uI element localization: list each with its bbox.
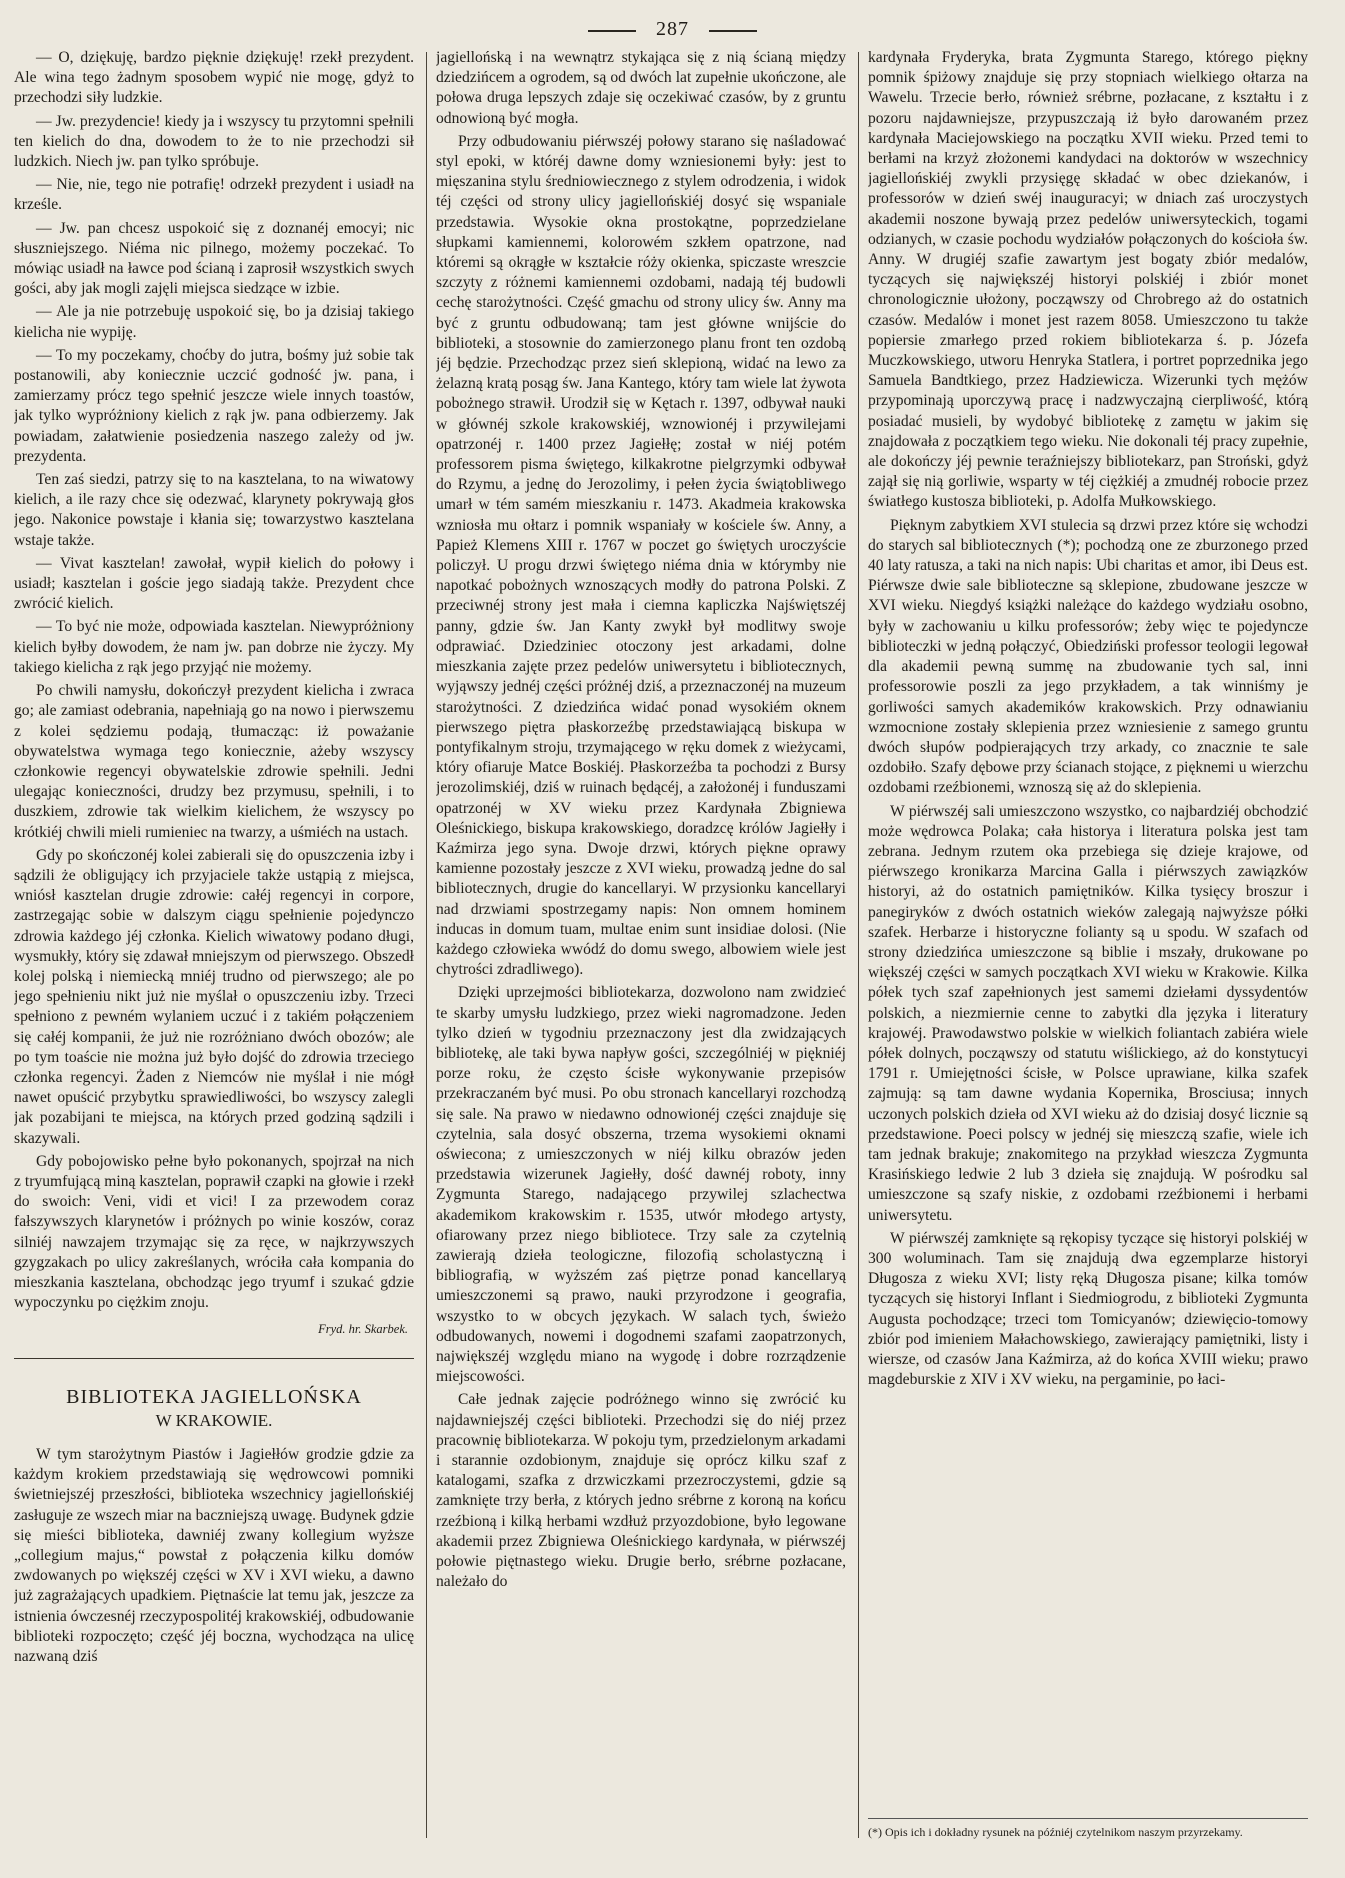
author-signature: Fryd. hr. Skarbek.: [318, 1322, 408, 1337]
paragraph: jagiellońską i na wewnątrz stykająca się z nią ścianą między dziedzińcem a ogrodem, są od dwóch lat zupełnie ukończone, ale połowa druga lepszych zdaje się oczekiwać czasów, by z gruntu odnowioną być mogła.: [436, 49, 846, 127]
paragraph: Przy odbudowaniu piérwszéj połowy starano się naśladować styl epoki, w któréj dawne domy wzniesionemi były: jest to mięszanina stylu średniowiecznego z stylem odrodzenia, i widok téj części od strony ulicy jagiellońskiéj dosyć się wspaniale przedstawia. Wysokie okna prostokątne, poprzedzielane słupkami kamiennemi, kolorowém szkłem opatrzone, nad któremi są okrągłe w kształcie róży okienka, spiczaste wreszcie szczyty z różnemi kamiennemi ozdobami, nadają téj budowli cechę starożytności. Część gmachu od strony ulicy św. Anny ma być z gruntu odbudowaną; tam jest główne wnijście do biblioteki, a stosownie do zamierzonego planu front ten ozdobą jéj będzie. Przechodząc przez sień sklepioną, widać na lewo za żelazną kratą posąg św. Jana Kantego, który tam wiele lat żywota pobożnego strawił. Urodził się w Kętach r. 1397, odbywał nauki w głównéj szkole krakowskiéj, wznowionéj i przywilejami opatrzonéj r. 1400 przez Jagiełłę; został w niéj potém professorem pisma świętego, kilkakrotne pielgrzymki odbywał do Rzymu, a jednę do Jerozolimy, i pełen życia świątobliwego umarł w tém samém mieszkaniu r. 1473. Akadmeia krakowska wzniosła mu ołtarz i pomnik wspaniały w kościele św. Anny, a Papież Klemens XIII r. 1767 w poczet go świętych uroczyście policzył. U progu drzwi świętego niéma dnia w którymby nie napotkać pobożnych wznoszących modły do patrona Polski. Z przeciwnéj strony jest mała i ciemna kapliczka Najświętszéj panny, gdzie św. Jan Kanty zwykł był modlitwy swoje odprawiać. Dziedziniec otoczony jest arkadami, dolne mieszkania zajęte przez pedelów uniwersytetu i bibliotecznych, wyjąwszy jednéj części próżnéj dziś, a przeznaczonéj na muzeum starożytności. Z dziedzińca widać ponad wysokiém oknem pierwszego piętra płaskorzeźbę przedstawiającą biskupa w pontyfikalnym stroju, trzymającego w ręku domek z wieżycami, który ofiaruje Matce Boskiéj. Płaskorzeźba ta pochodzi z Bursy jerozolimskiéj, dziś w ruinach będącéj, a założonéj i funduszami opatrzonéj w XV wieku przez Kardynała Zbigniewa Oleśnickiego, biskupa krakowskiego, doradzcę królów Jagiełły i Kaźmirza jego syna. Dwoje drzwi, których piękne oprawy kamienne pozostały jeszcze z XVI wieku, prowadzą jedne do sal bibliotecznych, drugie do kancellaryi. W przysionku kancellaryi nad drzwiami spostrzegamy napis: Non omnem hominem inducas in domum tuam, multae enim sunt insidiae dolosi. (Nie każdego człowieka wwódź do domu swego, albowiem wiele jest chytrości zdradliwego).: [436, 132, 846, 979]
column-3: [868, 48, 1308, 1844]
paragraph: — To być nie może, odpowiada kasztelan. Niewypróżniony kielich byłby dowodem, że nam jw. pan dobrze nie życzy. My takiego kielicha z rąk jego przyjąć nie możemy.: [14, 618, 414, 676]
paragraph: Pięknym zabytkiem XVI stulecia są drzwi przez które się wchodzi do starych sal bibliotecznych (*); pochodzą one ze zburzonego przed 40 laty ratusza, a taki na nich napis: Ubi charitas et amor, ibi Deus est. Piérwsze dwie sale biblioteczne są sklepione, zbudowane jeszcze w XVI wieku. Niegdyś książki należące do każdego wydziału osobno, były w zachowaniu u kilku professorów; żeby więc te pojedyncze biblioteczki w jedną połączyć, Obiedziński professor teologii legował dla akademii pewną summę na zbudowanie tych sal, inni professorowie poszli za jego przykładem, a tak winniśmy je gorliwości samych akademików krakowskich. Przy odnawianiu wzmocnione zostały sklepienia przez wzniesienie z samego gruntu dwóch słupów podpierających trzy arkady, co znacznie te sale ozdobiło. Szafy dębowe przy ścianach stojące, z pięknemi u wierzchu ozdobami rzeźbionemi, wznoszą się aż do sklepienia.: [868, 516, 1308, 797]
article-title: BIBLIOTEKA JAGIELLOŃSKA: [66, 1385, 362, 1408]
paragraph: Ten zaś siedzi, patrzy się to na kasztelana, to na wiwatowy kielich, a ile razy chce się odezwać, klarynety pokrywają głos jego. Nakonice powstaje i kłania się; towarzystwo kasztelana wstaje także.: [14, 471, 414, 549]
paragraph: — Jw. pan chcesz uspokoić się z doznanéj emocyi; nic słuszniejszego. Niéma nic pilnego, możemy poczekać. To mówiąc usiadł na ławce pod ścianą i zaprosił wszystkich swych gości, aby jak mogli zajęli miejsca siedzące w izbie.: [14, 219, 414, 298]
article-subtitle: W KRAKOWIE.: [155, 1410, 273, 1430]
paragraph: kardynała Fryderyka, brata Zygmunta Starego, którego piękny pomnik śpiżowy znajduje się przy stopniach wielkiego ołtarza na Wawelu. Trzecie berło, również srébrne, pozłacane, z kształtu i z pozoru najdawniejsze, przypuszczają iż było darowaném przez kardynała Maciejowskiego na początku XVII wieku. Przed temi to berłami na krzyż złożonemi kandydaci na doktorów w wszechnicy jagiellońskiéj zwykli przysięgę składać w obec dziekanów, i professorów w dzień swéj inauguracyi; w dniach zaś uroczystych akademii noszone bywają przez pedelów uniwersyteckich, togami odzianych, w czasie pochodu wydziałów połączonych do kościoła św. Anny. W drugiéj szafie zawartym jest bogaty zbiór medalów, tyczących się największéj historyi polskiéj i zbiór monet chronologicznie ułożony, począwszy od Chrobrego aż do ostatnich czasów. Medalów i monet jest razem 8058. Umieszczono tu także popiersie zmarłego przed rokiem bibliotekarza ś. p. Józefa Muczkowskiego, utworu Henryka Statlera, i portret poprzednika jego Samuela Bandtkiego, przez Hadziewicza. Wizerunki tych mężów przypominają uporczywą pracę i nadzwyczajną cierpliwość, którą posiadać musieli, by wydobyć bibliotekę z zamętu w jakim się znajdowała z początkiem tego wieku. Nie dokonali téj pracy zupełnie, ale dokończy jéj pewnie teraźniejszy bibliotekarz, pan Stroński, gdyż zajął się nią gorliwie, wsparty w téj ciężkiéj a zmudnéj robocie przez światłego kustosza biblioteki, p. Adolfa Mułkowskiego.: [868, 49, 1308, 511]
column-divider-2: [858, 52, 859, 1838]
column-2: [436, 48, 846, 1844]
paragraph: — Ale ja nie potrzebuję uspokoić się, bo ja dzisiaj takiego kielicha nie wypiję.: [14, 303, 414, 341]
paragraph: Gdy po skończonéj kolei zabierali się do opuszczenia izby i sądzili że obligujący ich przyjaciele także ustąpią z miejsca, wniósł kasztelan drugie zdrowie: całéj regencyi in corpore, zastrzegając sobie w dalszym ciągu spełnienie pojedynczo zdrowia każdego jéj członka. Kielich wiwatowy podano długi, wysmukły, który się zdawał mniejszym od pierwszego. Obszedł kolej polską i niemiecką mniéj trudno od pierwszego; ale po jego spełnieniu nikt już nie myślał o opuszczeniu izby. Trzeci spełniono z pewném wylaniem uczuć i z takiém połączeniem się całéj kompanii, że już nie rozróżniano dwóch obozów; ale po tym toaście nie można już było dojść do zdrowia trzeciego członka regencyi. Żaden z Niemców nie myślał i nie mógł nawet opuścić przybytku sprawiedliwości, bo wszyscy zalegli jak pozabijani te miejsca, na których przed godziną sądzili i skazywali.: [14, 846, 414, 1147]
paragraph: W piérwszéj sali umieszczono wszystko, co najbardziéj obchodzić może wędrowca Polaka; cała historya i literatura polska jest tam zebrana. Jednym rzutem oka przebiega się dzieje krajowe, od piérwszego kronikarza Marcina Galla i piérwszych zawiązków historyi, aż do ostatnich pamiętników. Kilka tysięcy broszur i panegiryków z dwóch ostatnich wieków zalegają najwyższe półki szafek. Herbarze i historyczne folianty są u spodu. W szafach od strony dziedzińca umieszczone są biblie i mszały, drukowane po większéj części w samych początkach XVI wieku w Krakowie. Kilka półek tych szaf zapełnionych jest samemi dziełami dyssydentów polskich, a niezmiernie cenne to zabytki dla języka i literatury krajowéj. Prawodawstwo polskie w wielkich foliantach zabiéra wiele półek dolnych, począwszy od statutu wiślickiego, aż do konstytucyi 1791 r. Umiejętności ścisłe, w Polsce uprawiane, kilka szafek zajmują: są tam dawne wydania Kopernika, Brosciusa; innych uczonych polskich dzieła od XVI wieku aż do dzisiaj dosyć licznie są przedstawione. Poeci polscy w jednéj się mieszczą szafie, wiele ich tam jednak brakuje; znakomitego na przykład wieszcza Zygmunta Krasińskiego ledwie 2 lub 3 dzieła się znajdują. W pośrodku sal umieszczone są szafy niskie, z ozdobami rzeźbionemi i herbami uniwersytetu.: [868, 802, 1308, 1224]
paragraph: Dzięki uprzejmości bibliotekarza, dozwolono nam zwidzieć te skarby umysłu ludzkiego, przez wieki nagromadzone. Jeden tylko dzień w tygodniu przeznaczony jest dla zwidzających bibliotekę, ale taki bywa napływ gości, szczególniéj w piękniéj porze roku, że często ścisłe wykonywanie przepisów przekraczaném być musi. Po obu stronach kancellaryi rozchodzą się sale. Na prawo w niedawno odnowionéj części znajduje się czytelnia, sala dosyć obszerna, trzema wysokiemi oknami oświecona; z umieszczonych w niéj kilku obrazów jeden przedstawia wizerunek Jagiełły, dość dawnéj roboty, inny Zygmunta Starego, nadającego przywilej szlachectwa akademikom krakowskim r. 1535, utwór młodego artysty, ofiarowany przez niego bibliotece. Trzy sale za czytelnią zawierają dzieła teologiczne, filozofią scholastyczną i bibliografią, w wyższém zaś piętrze ponad kancellaryą umieszczonemi są prawo, nauki przyrodzone i geografia, wszystko to w obcych językach. W salach tych, świeżo odbudowanych, nowemi i dogodnemi szafami zaopatrzonych, największéj względu miano na wygodę i dobre rozrządzenie miejscowości.: [436, 984, 846, 1386]
paragraph: W tym starożytnym Piastów i Jagiełłów grodzie gdzie za każdym krokiem przedstawiają się wędrowcowi pomniki świetniejszéj przeszłości, biblioteka wszechnicy jagiellońskiéj zasługuje ze wszech miar na baczniejszą uwagę. Budynek gdzie się mieści biblioteka, dawniéj zwany kollegium wyższe „collegium majus,“ powstał z połączenia kilku domów zwdowanych po większéj części w XV i XVI wieku, a dawno już zagrażających upadkiem. Piętnaście lat temu jak, jeszcze za istnienia ówczesnéj rzeczypospolitéj krakowskiéj, odbudowanie biblioteki rozpoczęto; część jéj boczna, wychodząca na ulicę nazwaną dziś: [14, 1446, 414, 1666]
paragraph: Gdy pobojowisko pełne było pokonanych, spojrzał na nich z tryumfującą miną kasztelan, poprawił czapki na głowie i rzekł do swoich: Veni, vidi et vici! I za przewodem coraz fałszywszych klarynetów i próżnych po winie koszów, coraz silniéj nawzajem trzymając się za ręce, w najkrzywszych gzygzakach po ulicy zakreślanych, wróciła cała kompania do mieszkania kasztelana, obchodząc jego tryumf i szukać gdzie wypoczynku po ciężkim znoju.: [14, 1152, 414, 1312]
paragraph: — O, dziękuję, bardzo pięknie dziękuję! rzekł prezydent. Ale wina tego żadnym sposobem wypić nie mogę, gdyż to przechodzi siły ludzkie.: [14, 49, 414, 107]
page-header: [0, 18, 1345, 48]
section-rule: [14, 1358, 414, 1359]
paragraph: Całe jednak zajęcie podróżnego winno się zwrócić ku najdawniejszéj części biblioteki. Przechodzi się do niéj przez pracownię bibliotekarza. W pokoju tym, przedzielonym arkadami i starannie ozdobionym, znajduje się oprócz kilku szaf z katalogami, szafka z drzwiczkami przezroczystemi, gdzie są zamknięte trzy berła, z których jedno srébrne z koroną na końcu rzeźbioną i kilką herbami wzdłuż przyozdobione, było legowane akademii przez Zbigniewa Oleśnickiego kardynała, w piérwszéj połowie piętnastego wieku. Drugie berło, srébrne pozłacane, należało do: [436, 1391, 846, 1591]
header-rule-left: [588, 30, 636, 32]
paragraph: — To my poczekamy, choćby do jutra, bośmy już sobie tak postanowili, aby koniecznie uczcić godność jw. pana, i zamierzamy prócz tego spełnić jeszcze wiele innych toastów, jak tylko wypróżniony kielich z rąk jw. pana odbierzemy. Jak powiadam, załatwienie posiedzenia naszego zależy od jw. prezydenta.: [14, 346, 414, 465]
column-divider-1: [426, 52, 427, 1838]
paragraph: — Vivat kasztelan! zawołał, wypił kielich do połowy i usiadł; kasztelan i goście jego siadają także. Prezydent chce zwrócić kielich.: [14, 554, 414, 613]
paragraph: — Jw. prezydencie! kiedy ja i wszyscy tu przytomni spełnili ten kielich do dna, dowodem to że to nie przechodzi sił ludzkich. Niech jw. pan tylko spróbuje.: [14, 112, 414, 171]
header-rule-right: [709, 30, 757, 32]
page-number: 287: [656, 18, 689, 40]
paragraph: — Nie, nie, tego nie potrafię! odrzekł prezydent i usiadł na krześle.: [14, 176, 414, 214]
paragraph: Po chwili namysłu, dokończył prezydent kielicha i zwraca go; ale zamiast odebrania, napełniają go na nowo i pierwszemu z kolei sędziemu podają, tłumacząc: iż poważanie obywatelstwa wymaga tego koniecznie, ażeby wszyscy członkowie regencyi obywatelskie zdrowie spełnili. Jedni ulegając konieczności, drudzy bez przymusu, spełnili, i to duszkiem, zdrowie tak wielkim kielichem, że wszyscy po krótkiéj chwili mieli rumieniec na twarzy, a uśmiéch na ustach.: [14, 682, 414, 841]
footnote: (*) Opis ich i dokładny rysunek na późniéj czytelnikom naszym przyrzekamy.: [868, 1818, 1308, 1840]
column-1: [14, 48, 414, 1844]
paragraph: W piérwszéj zamknięte są rękopisy tyczące się historyi polskiéj w 300 woluminach. Tam się znajdują dwa egzemplarze historyi Długosza z wieku XVI; listy ręką Długosza pisane; kilka tomów tyczących się historyi Inflant i Siedmiogrodu, z biblioteki Zygmunta Augusta pochodzące; trzeci tom Tomicyanów; dziewięcio-tomowy zbiór pod imieniem Małachowskiego, zawierający pamiętniki, listy i wiersze, od czasów Jana Kaźmirza, aż do końca XVIII wieku; prawo magdeburskie z XIV i XV wieku, na pergaminie, po łaci-: [868, 1229, 1308, 1389]
